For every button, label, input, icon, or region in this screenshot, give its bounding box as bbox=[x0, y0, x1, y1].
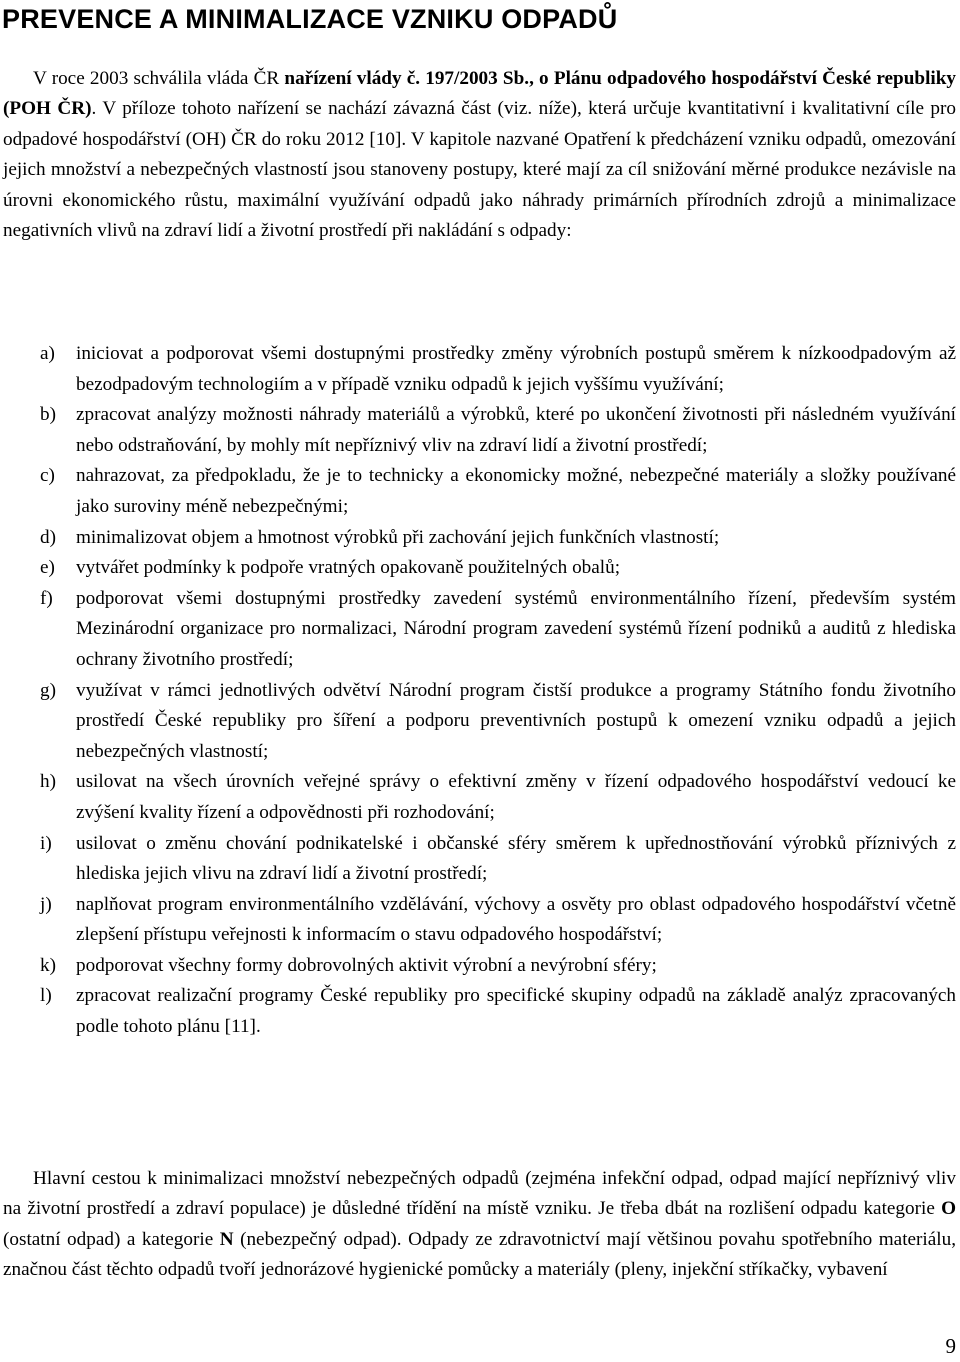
closing-paragraph bbox=[3, 1164, 956, 1286]
list-item bbox=[40, 890, 956, 951]
list-item-text: zpracovat realizační programy České republiky pro specifické skupiny odpadů na základě analýz zpracovaných podle tohoto plánu [11]. bbox=[76, 985, 956, 1038]
category-o: O bbox=[941, 1198, 956, 1220]
list-item-text: nahrazovat, za předpokladu, že je to technicky a ekonomicky možné, nebezpečné materiály a složky používané jako suroviny méně nebezpečnými; bbox=[76, 465, 956, 517]
list-item bbox=[40, 829, 956, 890]
list-item-text: podporovat všemi dostupnými prostředky zavedení systémů environmentálního řízení, především systém Mezinárodní organizace pro normalizaci, Národní program zavedení systémů řízení podniků a auditů z hlediska ochrany životního prostředí; bbox=[76, 587, 956, 670]
intro-text-start: V roce 2003 schválila vláda ČR bbox=[33, 68, 285, 89]
list-marker: a) bbox=[40, 343, 55, 364]
list-marker: c) bbox=[40, 465, 55, 487]
list-item-text: zpracovat analýzy možnosti náhrady materiálů a výrobků, které po ukončení životnosti při následném využívání nebo odstraňování, by mohly mít nepříznivý vliv na zdraví lidí a životní prostředí; bbox=[76, 404, 956, 456]
list-marker: d) bbox=[40, 526, 56, 548]
list-marker: e) bbox=[40, 557, 55, 579]
intro-paragraph bbox=[3, 64, 956, 246]
closing-text-3: (nebezpečný odpad). Odpady ze zdravotnictví mají většinou povahu spotřebního materiálu, značnou část těchto odpadů tvoří jednorázové hygienické pomůcky a materiály (pleny, injekční stříkačky, vybavení bbox=[3, 1228, 957, 1281]
list-marker: g) bbox=[40, 679, 56, 701]
closing-text-1: Hlavní cestou k minimalizaci množství nebezpečných odpadů (zejména infekční odpad, odpad mající nepříznivý vliv na životní prostředí a zdraví populace) je důsledné třídění na místě vzniku. Je třeba dbát na rozlišení odpadu kategorie bbox=[3, 1168, 956, 1220]
list-item bbox=[40, 553, 956, 584]
list-marker: k) bbox=[40, 954, 56, 976]
list-item bbox=[40, 584, 956, 676]
list-item bbox=[40, 523, 956, 554]
list-item-text: využívat v rámci jednotlivých odvětví Národní program čistší produkce a programy Státního fondu životního prostředí České republiky pro šíření a podporu preventivních postupů k omezení vzniku odpadů a jejich nebezpečných vlastností; bbox=[76, 679, 956, 762]
regulation-reference: nařízení vlády č. 197/2003 Sb., o Plánu odpadového hospodářství České republiky (POH ČR) bbox=[3, 68, 956, 120]
list-marker: i) bbox=[40, 832, 52, 854]
list-item-text: iniciovat a podporovat všemi dostupnými prostředky změny výrobních postupů směrem k nízkoodpadovým až bezodpadovým technologiím a v případě vzniku odpadů k jejich vyššímu využívání; bbox=[76, 343, 956, 395]
list-item bbox=[40, 339, 956, 400]
list-item bbox=[40, 400, 956, 461]
list-item-text: podporovat všechny formy dobrovolných aktivit výrobní a nevýrobní sféry; bbox=[76, 954, 657, 976]
list-marker: j) bbox=[40, 893, 52, 915]
list-marker: h) bbox=[40, 771, 56, 793]
list-marker: l) bbox=[40, 985, 52, 1007]
closing-text-2: (ostatní odpad) a kategorie bbox=[3, 1228, 220, 1250]
measures-list bbox=[40, 339, 956, 1043]
list-item bbox=[40, 951, 956, 982]
list-item bbox=[40, 767, 956, 828]
list-item-text: minimalizovat objem a hmotnost výrobků při zachování jejich funkčních vlastností; bbox=[76, 526, 720, 548]
list-item-text: naplňovat program environmentálního vzdělávání, výchovy a osvěty pro oblast odpadového hospodářství včetně zlepšení přístupu veřejnosti k informacím o stavu odpadového hospodářství; bbox=[76, 893, 956, 946]
list-marker: f) bbox=[40, 587, 53, 609]
list-item-text: usilovat na všech úrovních veřejné správy o efektivní změny v řízení odpadového hospodářství vedoucí ke zvýšení kvality řízení a odpovědnosti při rozhodování; bbox=[76, 771, 956, 823]
list-item bbox=[40, 981, 956, 1042]
list-marker: b) bbox=[40, 404, 56, 426]
list-item bbox=[40, 461, 956, 522]
page-number: 9 bbox=[945, 1334, 956, 1358]
category-n: N bbox=[219, 1228, 234, 1250]
list-item bbox=[40, 676, 956, 768]
list-item-text: usilovat o změnu chování podnikatelské i občanské sféry směrem k upřednostňování výrobků příznivých z hlediska jejich vlivu na zdraví lidí a životní prostředí; bbox=[76, 832, 956, 885]
page-title: PREVENCE A MINIMALIZACE VZNIKU ODPADŮ bbox=[2, 4, 618, 34]
list-item-text: vytvářet podmínky k podpoře vratných opakovaně použitelných obalů; bbox=[76, 557, 621, 579]
intro-text-rest: . V příloze tohoto nařízení se nachází závazná část (viz. níže), která určuje kvantitativní i kvalitativní cíle pro odpadové hospodářství (OH) ČR do roku 2012 [10]. V kapitole nazvané Opatření k předcházení vzniku odpadů, omezování jejich množství a nebezpečných vlastností jsou stanoveny postupy, které mají za cíl snižování měrné produkce nezávisle na úrovni ekonomického růstu, maximální využívání odpadů jako náhrady primárních přírodních zdrojů a minimalizace negativních vlivů na zdraví lidí a životní prostředí při nakládání s odpady: bbox=[3, 98, 957, 242]
